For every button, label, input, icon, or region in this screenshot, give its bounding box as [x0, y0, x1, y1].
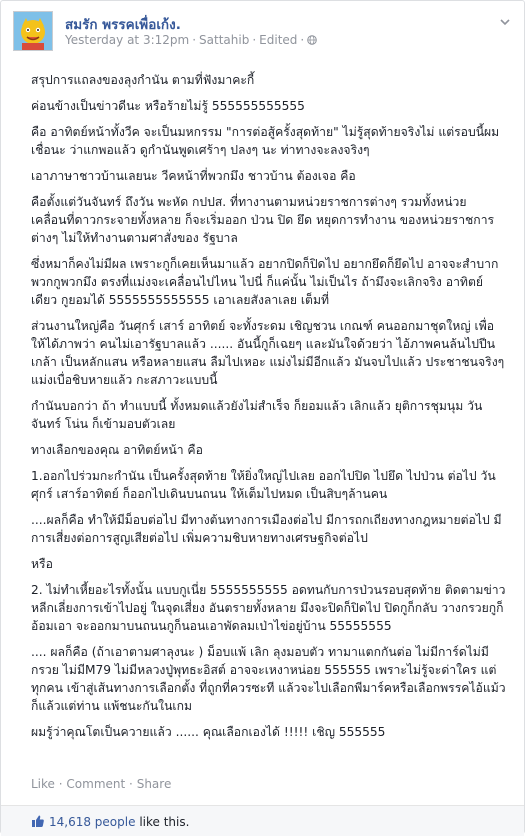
post-actions: [31, 777, 171, 791]
post-paragraph: หรือ: [31, 557, 53, 571]
edited-label[interactable]: Edited: [259, 33, 298, 47]
like-button[interactable]: Like: [31, 777, 55, 791]
post-paragraph: ซึ่งหมาก็คงไม่มีผล เพราะกูก็เคยเห็นมาแล้ว อยากปิดก็ปิดไป อยากยึดก็ยึดไป อาจจะสำบาก พวกกูพวกมึง ตรงที่แม่งจะเคลื่อนไปไหน ไปนี่ ก็แค่นั้น ไม่เป็นไร ถ้ามึงจะเลิกจริง อาทิตย์เดียว กูยอมได้ 5555555555555 เอาเลยสังลาเลย เต็มที่: [31, 257, 499, 307]
post-paragraph: ค่อนข้างเป็นข่าวดีนะ หรือร้ายไม่รู้ 555555555555: [31, 99, 305, 113]
post-paragraph: คือ อาทิตย์หน้าทั้งวีค จะเป็นมหกรรม "การต่อสู้ครั้งสุดท้าย" ไม่รู้สุดท้ายจริงไม่ แต่รอบนี้ผมเชื่อนะ ว่าแกพอแล้ว ดูกำนันพูดเศร้าๆ ปลงๆ นะ ท่าทางจะลงจริงๆ: [31, 125, 500, 157]
post-location[interactable]: Sattahib: [199, 33, 250, 47]
post-paragraph: ส่วนงานใหญ่คือ วันศุกร์ เสาร์ อาทิตย์ จะทั้งระดม เชิญชวน เกณฑ์ คนออกมาชุดใหญ่ เพื่อให้ได้ภาพว่า คนไม่เอารัฐบาลแล้ว ...... อันนี้กูก็เฉยๆ และมันใจด้วยว่า ไอ้ภาพคนล้นไปปีนเกล้า เป็นหลักแสน หรือหลายแสน ลืมไปเหอะ แม่งไม่มีอีกแล้ว มันจบไปแล้ว ประชาชนจริงๆ แม่งเบื่อชิบหายแล้ว กะสภาวะแบบนี้: [31, 319, 505, 387]
share-button[interactable]: Share: [136, 777, 172, 791]
likes-suffix: like this.: [139, 815, 190, 829]
meta-separator: ·: [192, 33, 197, 47]
likes-summary-bar: [1, 805, 524, 836]
post-paragraph: เอาภาษาชาวบ้านเลยนะ วีคหน้าที่พวกมึง ชาวบ้าน ต้องเจอ คือ: [31, 169, 356, 183]
post-paragraph: กำนันบอกว่า ถ้า ทำแบบนี้ ทั้งหมดแล้วยังไม่สำเร็จ ก็ยอมแล้ว เลิกแล้ว ยุติการชุมนุม วันจันทร์ โน่น ก็เข้ามอบตัวเลย: [31, 399, 483, 431]
likes-count-link[interactable]: 14,618 people: [49, 815, 136, 829]
action-separator: ·: [58, 777, 63, 791]
post-paragraph: คือตั้งแต่วันจันทร์ ถึงวัน พะหัด กปปส. ที่ทางานตามหน่วยราชการต่างๆ รวมทั้งหน่วยเคลื่อนที่ดาวกระจายทั้งหลาย ก็จะเริ่มออก ป่วน ปิด ยึด หยุดการทำงาน ของหน่วยราชการต่างๆ ไม่ให้ทำงานตามศาสั่งของ รัฐบาล: [31, 195, 495, 245]
post-paragraph: 2. ไม่ทำเหี้ยอะไรทั้งนั้น แบบกูเนี่ย 5555555555 อดทนกับการป่วนรอบสุดท้าย ติดตามข่าว หลีกเลี่ยงการเข้าไปอยู่ ในจุดเสี่ยง อันตรายทั้งหลาย มึงจะปิดก็ปิดไป ปิดกูก็กลับ วางกรวยกูก็อ้อมเอา จะออกมาบนถนนกูก็นอนเอาพัดลมเป่าไข่อยู่บ้าน 55555555: [31, 583, 506, 633]
comment-button[interactable]: Comment: [66, 777, 126, 791]
post-paragraph: ทางเลือกของคุณ อาทิตย์หน้า คือ: [31, 443, 203, 457]
post-meta: [65, 33, 317, 47]
author-name[interactable]: สมรัก พรรคเพื่อเก้ง.: [65, 17, 181, 33]
post-header: [13, 11, 512, 61]
meta-separator: ·: [300, 33, 305, 47]
author-avatar[interactable]: [13, 11, 53, 51]
post-paragraph: สรุปการแถลงของลุงกำนัน ตามที่ฟังมาคะกี้: [31, 73, 255, 87]
likes-summary: [31, 814, 189, 829]
globe-icon[interactable]: [307, 35, 317, 45]
action-separator: ·: [129, 777, 133, 791]
post-paragraph: 1.ออกไปร่วมกะกำนัน เป็นครั้งสุดท้าย ให้ยิ่งใหญ่ไปเลย ออกไปปิด ไปยึด ไปป่วน ต่อไป วันศุกร์ เสาร์อาทิตย์ ก็ออกไปเดินบนถนน ให้เต็มไปหมด เป็นสิบๆล้านคน: [31, 469, 496, 501]
post-body: [31, 71, 508, 749]
thumbs-up-icon: [31, 814, 45, 828]
post-timestamp[interactable]: Yesterday at 3:12pm: [65, 33, 190, 47]
post-paragraph: .... ผลก็คือ (ถ้าเอาตามศาลุงนะ ) ม็อบแพ้ เลิก ลุงมอบตัว ทามาแตกกันต่อ ไม่มีการ์ดไม่มีกรวย ไม่มีM79 ไม่มีหลวงปู่พุทธะอิสต์ อาจจะเหงาหน่อย 555555 เพราะไม่รู้จะด่าใคร แต่ทุกคน เข้าสู่เส้นทางการเลือกตั้ง ที่ถูกที่ควรซะที แล้วจะไปเลือกพีมาร์คหรือเลือกพรรคไอ้แม้ว ก็แล้วแต่ท่าน แพ้ชนะกันในเกม: [31, 645, 506, 713]
chevron-down-icon[interactable]: [498, 15, 512, 29]
post-paragraph: ....ผลก็คือ ทำให้มีม็อบต่อไป มีทางต้นทางการเมืองต่อไป มีการถกเถียงทางกฎหมายต่อไป มีการเสี่ยงต่อการสูญเสียต่อไป เพิ่มความชิบหายทางเศรษฐกิจต่อไป: [31, 513, 502, 545]
meta-separator: ·: [252, 33, 257, 47]
cartoon-avatar-icon: [14, 12, 52, 50]
post-paragraph: ผมรู้ว่าคุณโตเป็นควายแล้ว ...... คุณเลือกเองได้ !!!!! เชิญ 555555: [31, 725, 386, 739]
